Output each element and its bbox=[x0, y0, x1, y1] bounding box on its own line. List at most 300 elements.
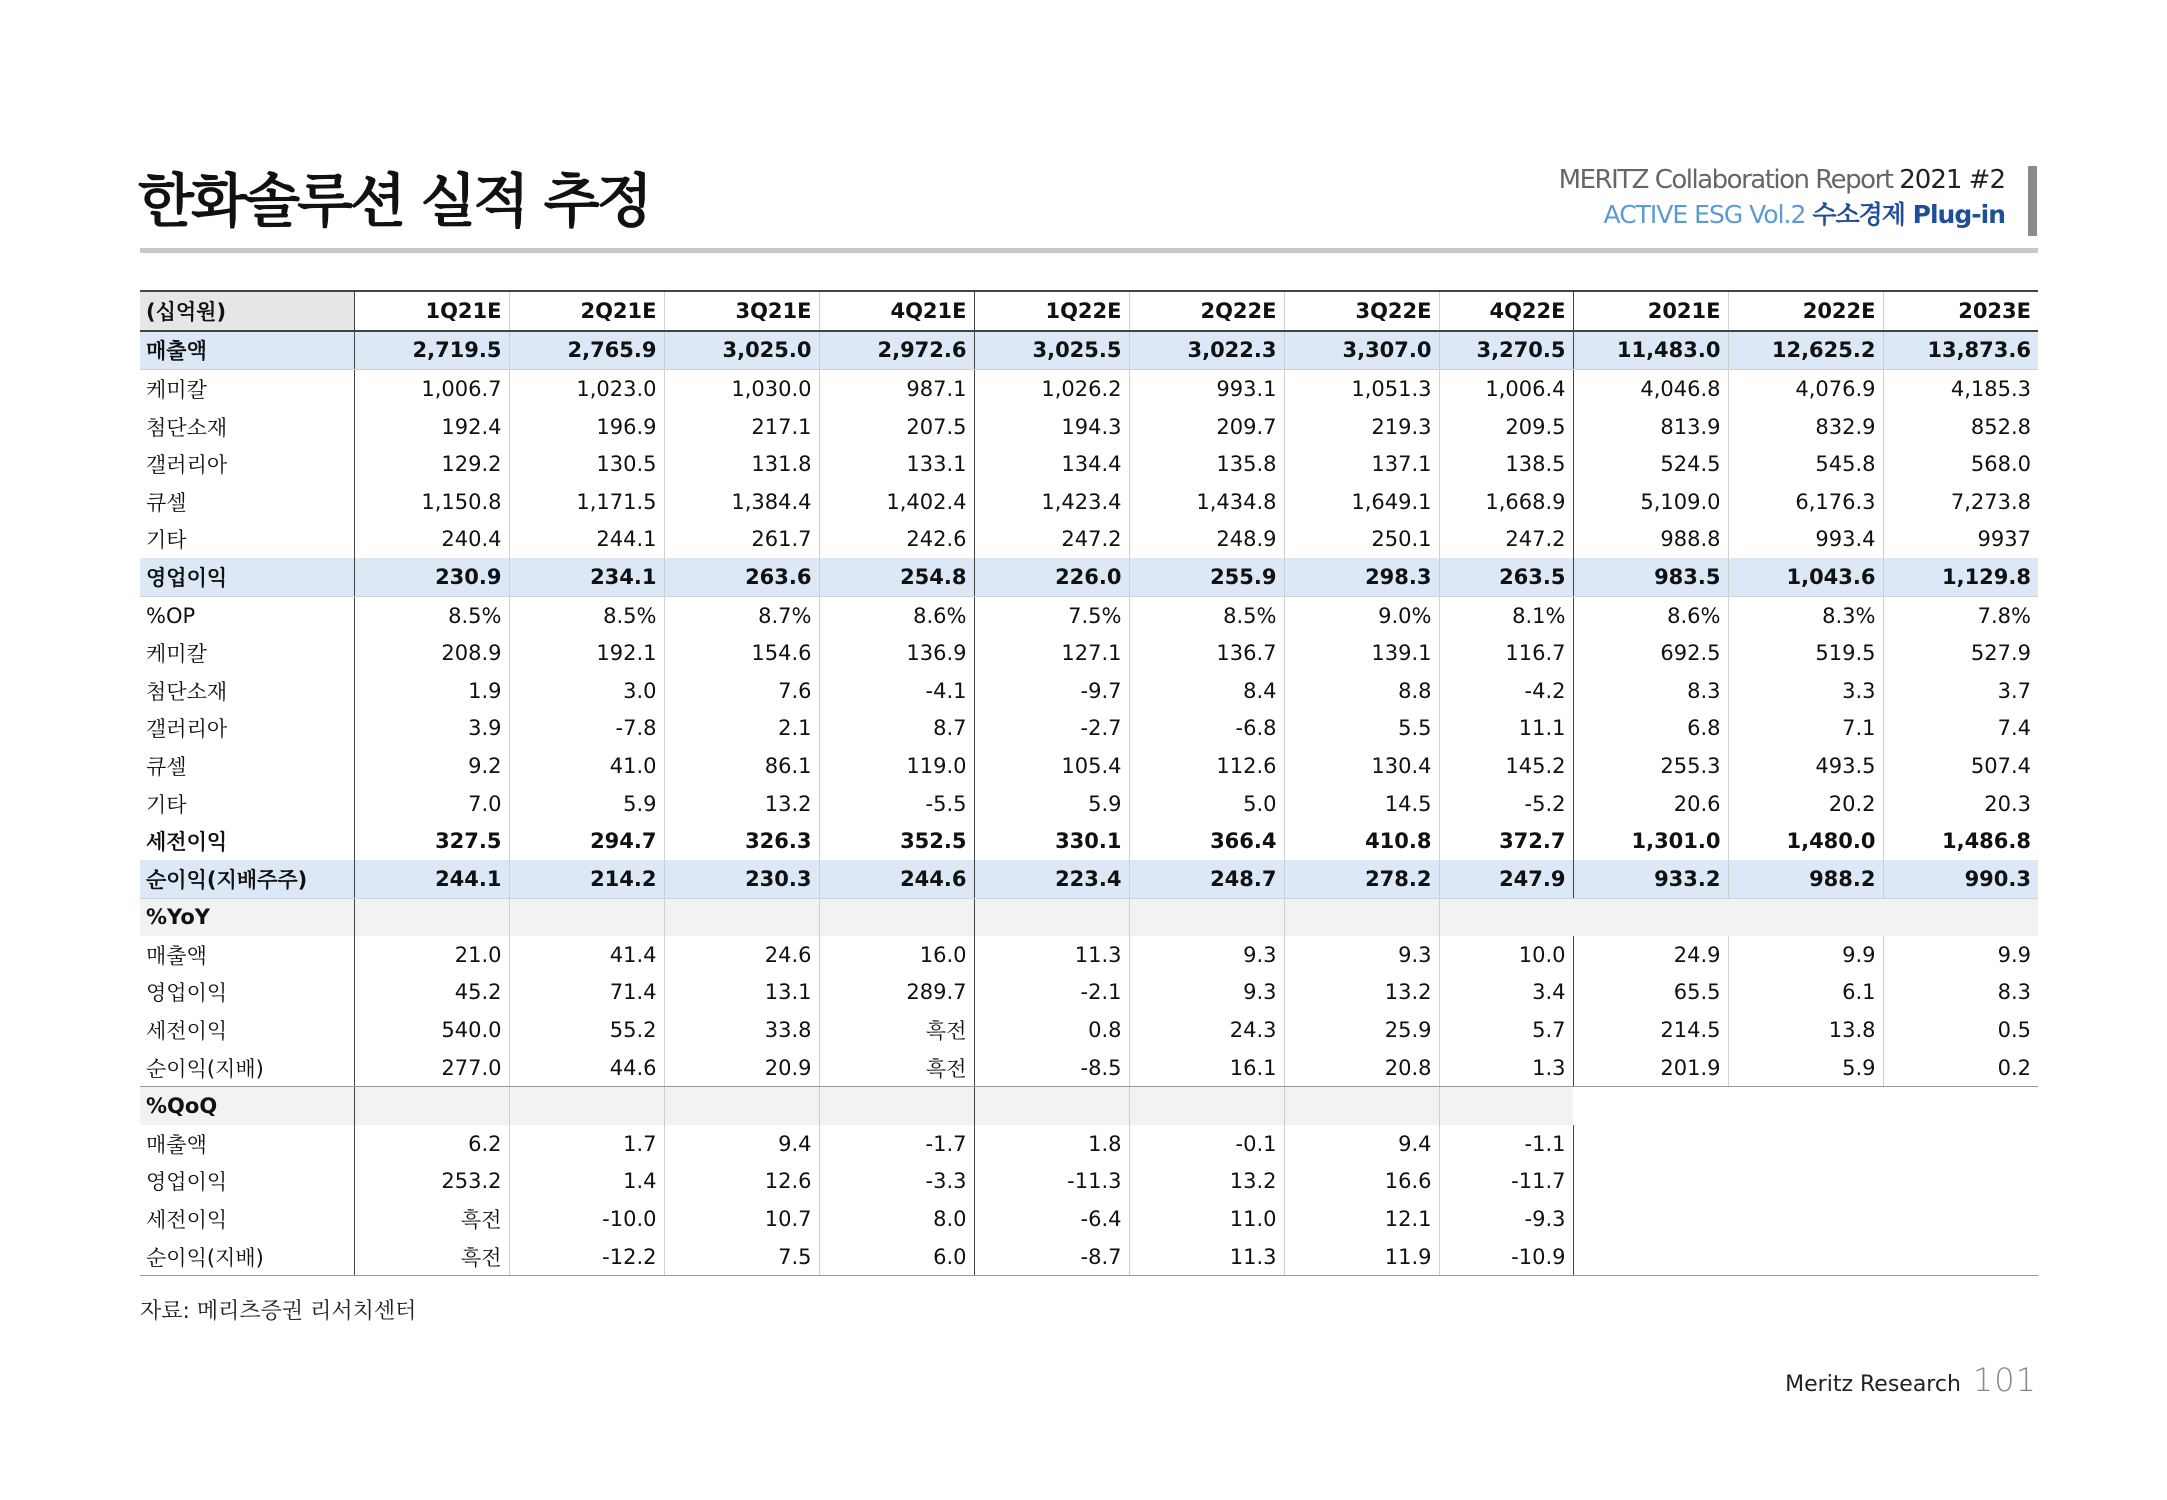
table-cell: 136.9 bbox=[819, 634, 974, 672]
table-cell: 134.4 bbox=[974, 445, 1129, 483]
table-cell: -8.5 bbox=[974, 1049, 1129, 1087]
table-cell: 568.0 bbox=[1883, 445, 2038, 483]
table-cell: 8.0 bbox=[819, 1200, 974, 1238]
table-cell: 7.5% bbox=[974, 596, 1129, 634]
page-footer bbox=[1785, 1361, 2037, 1399]
table-cell: 2,765.9 bbox=[509, 331, 664, 370]
table-cell: 4,046.8 bbox=[1573, 370, 1728, 408]
table-cell: 248.7 bbox=[1129, 860, 1284, 898]
table-row bbox=[140, 331, 2038, 370]
table-cell: 813.9 bbox=[1573, 408, 1728, 446]
table-cell: 0.8 bbox=[974, 1011, 1129, 1049]
table-cell: 8.7% bbox=[664, 596, 819, 634]
table-cell: -7.8 bbox=[509, 710, 664, 748]
table-cell: 154.6 bbox=[664, 634, 819, 672]
table-cell: 8.3 bbox=[1883, 974, 2038, 1012]
table-cell: 2.1 bbox=[664, 710, 819, 748]
table-row bbox=[140, 370, 2038, 408]
table-cell: 242.6 bbox=[819, 521, 974, 559]
table-cell: 14.5 bbox=[1284, 785, 1439, 823]
table-cell: 9.9 bbox=[1883, 936, 2038, 974]
table-cell: 16.6 bbox=[1284, 1163, 1439, 1201]
table-cell: 261.7 bbox=[664, 521, 819, 559]
row-label: 케미칼 bbox=[146, 642, 207, 667]
empty-cell bbox=[1284, 898, 1439, 936]
row-label: %OP bbox=[146, 603, 196, 628]
table-row bbox=[140, 747, 2038, 785]
table-cell: 493.5 bbox=[1728, 747, 1883, 785]
column-header: 1Q21E bbox=[354, 291, 509, 331]
table-cell: 13.2 bbox=[1284, 974, 1439, 1012]
table-cell: 1.9 bbox=[354, 672, 509, 710]
empty-cell bbox=[1883, 1200, 2038, 1238]
table-cell: 9.9 bbox=[1728, 936, 1883, 974]
table-cell: 852.8 bbox=[1883, 408, 2038, 446]
table-cell: 192.1 bbox=[509, 634, 664, 672]
table-cell: 209.5 bbox=[1439, 408, 1573, 446]
empty-cell bbox=[1728, 1125, 1883, 1163]
column-header: 2022E bbox=[1728, 291, 1883, 331]
table-cell: -8.7 bbox=[974, 1238, 1129, 1276]
table-cell: 6.8 bbox=[1573, 710, 1728, 748]
table-cell: 253.2 bbox=[354, 1163, 509, 1201]
report-brand: MERITZ Collaboration Report bbox=[1558, 165, 1893, 195]
table-cell: -5.2 bbox=[1439, 785, 1573, 823]
table-row bbox=[140, 672, 2038, 710]
table-cell: 20.3 bbox=[1883, 785, 2038, 823]
table-cell: 3.7 bbox=[1883, 672, 2038, 710]
table-cell: 255.9 bbox=[1129, 558, 1284, 596]
empty-cell bbox=[509, 1087, 664, 1125]
table-cell: 263.5 bbox=[1439, 558, 1573, 596]
row-label: 순이익(지배) bbox=[140, 1238, 354, 1276]
table-cell: 524.5 bbox=[1573, 445, 1728, 483]
table-cell: 2,972.6 bbox=[819, 331, 974, 370]
column-header: 3Q22E bbox=[1284, 291, 1439, 331]
table-cell: 129.2 bbox=[354, 445, 509, 483]
table-cell: 41.0 bbox=[509, 747, 664, 785]
table-cell: 410.8 bbox=[1284, 822, 1439, 860]
table-cell: 138.5 bbox=[1439, 445, 1573, 483]
table-cell: 105.4 bbox=[974, 747, 1129, 785]
table-cell: 7.6 bbox=[664, 672, 819, 710]
table-cell: 24.3 bbox=[1129, 1011, 1284, 1049]
table-cell: 692.5 bbox=[1573, 634, 1728, 672]
table-cell: 12,625.2 bbox=[1728, 331, 1883, 370]
table-cell: 8.1% bbox=[1439, 596, 1573, 634]
table-cell: 196.9 bbox=[509, 408, 664, 446]
table-cell: 8.5% bbox=[509, 596, 664, 634]
table-cell: 993.1 bbox=[1129, 370, 1284, 408]
table-row bbox=[140, 634, 2038, 672]
table-cell: 4,185.3 bbox=[1883, 370, 2038, 408]
empty-cell bbox=[1573, 1200, 1728, 1238]
table-cell: 8.8 bbox=[1284, 672, 1439, 710]
table-cell: -3.3 bbox=[819, 1163, 974, 1201]
table-cell: 208.9 bbox=[354, 634, 509, 672]
table-cell: 247.2 bbox=[974, 521, 1129, 559]
table-cell: 5.9 bbox=[974, 785, 1129, 823]
table-cell: 988.2 bbox=[1728, 860, 1883, 898]
table-cell: 6.0 bbox=[819, 1238, 974, 1276]
table-cell: 214.2 bbox=[509, 860, 664, 898]
table-cell: 1,129.8 bbox=[1883, 558, 2038, 596]
table-cell: 9.3 bbox=[1129, 936, 1284, 974]
table-cell: 5.9 bbox=[1728, 1049, 1883, 1087]
table-cell: 13.8 bbox=[1728, 1011, 1883, 1049]
table-cell: 230.3 bbox=[664, 860, 819, 898]
row-label: 기타 bbox=[146, 792, 187, 817]
table-cell: 983.5 bbox=[1573, 558, 1728, 596]
page-number: 101 bbox=[1972, 1361, 2037, 1399]
table-cell: 244.6 bbox=[819, 860, 974, 898]
row-label: %YoY bbox=[140, 898, 354, 936]
empty-cell bbox=[974, 1087, 1129, 1125]
table-cell: 234.1 bbox=[509, 558, 664, 596]
table-row bbox=[140, 1011, 2038, 1049]
table-cell: 흑전 bbox=[819, 1049, 974, 1087]
table-cell: 71.4 bbox=[509, 974, 664, 1012]
table-cell: 0.2 bbox=[1883, 1049, 2038, 1087]
footer-brand: Meritz Research bbox=[1785, 1372, 1961, 1397]
table-cell: 133.1 bbox=[819, 445, 974, 483]
table-cell: 7.5 bbox=[664, 1238, 819, 1276]
table-cell: 519.5 bbox=[1728, 634, 1883, 672]
table-cell: 7.4 bbox=[1883, 710, 2038, 748]
table-row bbox=[140, 408, 2038, 446]
table-cell: 247.2 bbox=[1439, 521, 1573, 559]
empty-cell bbox=[1883, 1087, 2038, 1125]
table-cell: 289.7 bbox=[819, 974, 974, 1012]
table-row bbox=[140, 558, 2038, 596]
table-cell: -9.3 bbox=[1439, 1200, 1573, 1238]
table-cell: 1,668.9 bbox=[1439, 483, 1573, 521]
empty-cell bbox=[1439, 1087, 1573, 1125]
table-cell: 244.1 bbox=[509, 521, 664, 559]
table-cell: 7,273.8 bbox=[1883, 483, 2038, 521]
table-cell: -5.5 bbox=[819, 785, 974, 823]
table-cell: 527.9 bbox=[1883, 634, 2038, 672]
row-label: 기타 bbox=[146, 528, 187, 553]
earnings-estimate-table bbox=[140, 290, 2038, 1276]
row-label: 갤러리아 bbox=[146, 453, 228, 478]
table-cell: -11.7 bbox=[1439, 1163, 1573, 1201]
empty-cell bbox=[1728, 1087, 1883, 1125]
table-cell: 254.8 bbox=[819, 558, 974, 596]
table-cell: 3,270.5 bbox=[1439, 331, 1573, 370]
table-cell: -1.7 bbox=[819, 1125, 974, 1163]
table-cell: 6.2 bbox=[354, 1125, 509, 1163]
table-cell: 248.9 bbox=[1129, 521, 1284, 559]
table-cell: 5.7 bbox=[1439, 1011, 1573, 1049]
table-cell: 24.9 bbox=[1573, 936, 1728, 974]
table-cell: -2.1 bbox=[974, 974, 1129, 1012]
empty-cell bbox=[1439, 898, 1573, 936]
table-row bbox=[140, 596, 2038, 634]
table-row bbox=[140, 974, 2038, 1012]
table-cell: 145.2 bbox=[1439, 747, 1573, 785]
table-cell: 13.2 bbox=[664, 785, 819, 823]
source-note: 자료: 메리츠증권 리서치센터 bbox=[140, 1299, 417, 1324]
empty-cell bbox=[1573, 898, 1728, 936]
table-cell: 7.8% bbox=[1883, 596, 2038, 634]
report-subtitle: 수소경제 Plug-in bbox=[1812, 200, 2005, 229]
table-cell: 137.1 bbox=[1284, 445, 1439, 483]
table-cell: 112.6 bbox=[1129, 747, 1284, 785]
table-cell: 3,307.0 bbox=[1284, 331, 1439, 370]
empty-cell bbox=[1728, 1200, 1883, 1238]
table-cell: 5.5 bbox=[1284, 710, 1439, 748]
table-cell: 247.9 bbox=[1439, 860, 1573, 898]
table-cell: 8.3 bbox=[1573, 672, 1728, 710]
table-cell: 11.3 bbox=[974, 936, 1129, 974]
row-label: 매출액 bbox=[146, 943, 207, 968]
empty-cell bbox=[1573, 1125, 1728, 1163]
table-cell: 7.0 bbox=[354, 785, 509, 823]
table-row bbox=[140, 785, 2038, 823]
row-label: %QoQ bbox=[140, 1087, 354, 1125]
table-cell: 9.2 bbox=[354, 747, 509, 785]
unit-label: (십억원) bbox=[140, 291, 354, 331]
empty-cell bbox=[354, 898, 509, 936]
table-cell: 24.6 bbox=[664, 936, 819, 974]
table-row bbox=[140, 822, 2038, 860]
table-cell: 1,301.0 bbox=[1573, 822, 1728, 860]
table-cell: 230.9 bbox=[354, 558, 509, 596]
table-cell: 192.4 bbox=[354, 408, 509, 446]
table-cell: -1.1 bbox=[1439, 1125, 1573, 1163]
table-cell: 흑전 bbox=[354, 1200, 509, 1238]
table-cell: 278.2 bbox=[1284, 860, 1439, 898]
table-cell: 207.5 bbox=[819, 408, 974, 446]
report-number: 2021 #2 bbox=[1899, 165, 2005, 195]
table-cell: 3.4 bbox=[1439, 974, 1573, 1012]
table-cell: 545.8 bbox=[1728, 445, 1883, 483]
table-cell: 1,051.3 bbox=[1284, 370, 1439, 408]
row-label: 세전이익 bbox=[146, 1208, 228, 1233]
row-label: 큐셀 bbox=[146, 754, 187, 779]
table-cell: 1,150.8 bbox=[354, 483, 509, 521]
table-row bbox=[140, 1125, 2038, 1163]
table-cell: 219.3 bbox=[1284, 408, 1439, 446]
table-cell: 10.0 bbox=[1439, 936, 1573, 974]
table-cell: 20.2 bbox=[1728, 785, 1883, 823]
empty-cell bbox=[1129, 898, 1284, 936]
table-cell: 130.4 bbox=[1284, 747, 1439, 785]
table-cell: 139.1 bbox=[1284, 634, 1439, 672]
table-cell: 0.5 bbox=[1883, 1011, 2038, 1049]
table-cell: 244.1 bbox=[354, 860, 509, 898]
table-cell: 9.4 bbox=[1284, 1125, 1439, 1163]
row-label: 매출액 bbox=[140, 331, 354, 370]
table-cell: 209.7 bbox=[1129, 408, 1284, 446]
empty-cell bbox=[819, 898, 974, 936]
table-cell: 13.2 bbox=[1129, 1163, 1284, 1201]
table-header-row bbox=[140, 291, 2038, 331]
report-header bbox=[1559, 163, 2005, 233]
table-cell: 11.9 bbox=[1284, 1238, 1439, 1276]
row-label: 매출액 bbox=[146, 1132, 207, 1157]
table-cell: 12.6 bbox=[664, 1163, 819, 1201]
table-cell: 흑전 bbox=[354, 1238, 509, 1276]
table-cell: 8.6% bbox=[819, 596, 974, 634]
empty-cell bbox=[509, 898, 664, 936]
table-cell: 21.0 bbox=[354, 936, 509, 974]
empty-cell bbox=[1728, 898, 1883, 936]
table-cell: 1.8 bbox=[974, 1125, 1129, 1163]
table-cell: 3.3 bbox=[1728, 672, 1883, 710]
table-cell: 9.0% bbox=[1284, 596, 1439, 634]
row-label: 갤러리아 bbox=[146, 717, 228, 742]
table-cell: 11.1 bbox=[1439, 710, 1573, 748]
row-label: 첨단소재 bbox=[146, 415, 228, 440]
table-cell: 13.1 bbox=[664, 974, 819, 1012]
table-cell: 832.9 bbox=[1728, 408, 1883, 446]
table-cell: 16.0 bbox=[819, 936, 974, 974]
row-label: 순이익(지배) bbox=[140, 1049, 354, 1087]
table-cell: 11,483.0 bbox=[1573, 331, 1728, 370]
table-row bbox=[140, 521, 2038, 559]
empty-cell bbox=[354, 1087, 509, 1125]
row-label: 영업이익 bbox=[146, 981, 228, 1006]
table-cell: 6.1 bbox=[1728, 974, 1883, 1012]
table-cell: 20.9 bbox=[664, 1049, 819, 1087]
table-cell: 1,434.8 bbox=[1129, 483, 1284, 521]
table-cell: -4.2 bbox=[1439, 672, 1573, 710]
column-header: 4Q22E bbox=[1439, 291, 1573, 331]
empty-cell bbox=[1728, 1163, 1883, 1201]
table-cell: 13,873.6 bbox=[1883, 331, 2038, 370]
table-cell: 540.0 bbox=[354, 1011, 509, 1049]
table-cell: -2.7 bbox=[974, 710, 1129, 748]
table-row bbox=[140, 898, 2038, 936]
table-row bbox=[140, 1238, 2038, 1276]
column-header: 2021E bbox=[1573, 291, 1728, 331]
table-cell: 127.1 bbox=[974, 634, 1129, 672]
table-cell: 8.5% bbox=[1129, 596, 1284, 634]
table-cell: 16.1 bbox=[1129, 1049, 1284, 1087]
table-cell: 194.3 bbox=[974, 408, 1129, 446]
table-cell: 12.1 bbox=[1284, 1200, 1439, 1238]
table-cell: 65.5 bbox=[1573, 974, 1728, 1012]
table-cell: 990.3 bbox=[1883, 860, 2038, 898]
table-cell: 1,023.0 bbox=[509, 370, 664, 408]
table-cell: 217.1 bbox=[664, 408, 819, 446]
table-row bbox=[140, 710, 2038, 748]
table-cell: 130.5 bbox=[509, 445, 664, 483]
empty-cell bbox=[974, 898, 1129, 936]
table-cell: 4,076.9 bbox=[1728, 370, 1883, 408]
table-cell: 20.8 bbox=[1284, 1049, 1439, 1087]
table-cell: 1,402.4 bbox=[819, 483, 974, 521]
table-cell: 41.4 bbox=[509, 936, 664, 974]
table-cell: 8.6% bbox=[1573, 596, 1728, 634]
table-cell: 9.3 bbox=[1284, 936, 1439, 974]
table-cell: 240.4 bbox=[354, 521, 509, 559]
table-cell: 987.1 bbox=[819, 370, 974, 408]
column-header: 2023E bbox=[1883, 291, 2038, 331]
row-label: 영업이익 bbox=[146, 1170, 228, 1195]
table-cell: 33.8 bbox=[664, 1011, 819, 1049]
table-cell: 201.9 bbox=[1573, 1049, 1728, 1087]
empty-cell bbox=[1883, 1125, 2038, 1163]
column-header: 1Q22E bbox=[974, 291, 1129, 331]
empty-cell bbox=[1883, 1238, 2038, 1276]
empty-cell bbox=[1129, 1087, 1284, 1125]
table-cell: 45.2 bbox=[354, 974, 509, 1012]
column-header: 2Q21E bbox=[509, 291, 664, 331]
table-row bbox=[140, 445, 2038, 483]
table-cell: 3,025.5 bbox=[974, 331, 1129, 370]
table-row bbox=[140, 1049, 2038, 1087]
table-cell: 1.4 bbox=[509, 1163, 664, 1201]
table-cell: 1,171.5 bbox=[509, 483, 664, 521]
table-cell: 1,030.0 bbox=[664, 370, 819, 408]
table-cell: -4.1 bbox=[819, 672, 974, 710]
report-accent-bar bbox=[2028, 166, 2037, 236]
table-cell: 263.6 bbox=[664, 558, 819, 596]
table-cell: 294.7 bbox=[509, 822, 664, 860]
row-label: 영업이익 bbox=[140, 558, 354, 596]
row-label: 순이익(지배주주) bbox=[140, 860, 354, 898]
report-series: ACTIVE ESG Vol.2 bbox=[1603, 200, 1806, 229]
table-cell: 1,423.4 bbox=[974, 483, 1129, 521]
empty-cell bbox=[664, 1087, 819, 1125]
table-cell: 1.7 bbox=[509, 1125, 664, 1163]
table-cell: -6.4 bbox=[974, 1200, 1129, 1238]
empty-cell bbox=[1573, 1163, 1728, 1201]
table-cell: 3,022.3 bbox=[1129, 331, 1284, 370]
table-cell: 250.1 bbox=[1284, 521, 1439, 559]
empty-cell bbox=[1284, 1087, 1439, 1125]
table-cell: 86.1 bbox=[664, 747, 819, 785]
table-row bbox=[140, 860, 2038, 898]
empty-cell bbox=[1883, 898, 2038, 936]
empty-cell bbox=[1728, 1238, 1883, 1276]
page-title: 한화솔루션 실적 추정 bbox=[138, 167, 650, 235]
table-cell: 11.3 bbox=[1129, 1238, 1284, 1276]
table-cell: 3,025.0 bbox=[664, 331, 819, 370]
table-cell: 933.2 bbox=[1573, 860, 1728, 898]
table-cell: 1,480.0 bbox=[1728, 822, 1883, 860]
table-cell: 372.7 bbox=[1439, 822, 1573, 860]
table-cell: 131.8 bbox=[664, 445, 819, 483]
table-cell: 8.7 bbox=[819, 710, 974, 748]
table-cell: 223.4 bbox=[974, 860, 1129, 898]
table-cell: -6.8 bbox=[1129, 710, 1284, 748]
table-cell: 5,109.0 bbox=[1573, 483, 1728, 521]
table-cell: 11.0 bbox=[1129, 1200, 1284, 1238]
table-row bbox=[140, 936, 2038, 974]
table-cell: -12.2 bbox=[509, 1238, 664, 1276]
title-divider bbox=[140, 248, 2038, 253]
table-cell: 3.9 bbox=[354, 710, 509, 748]
row-label: 케미칼 bbox=[146, 377, 207, 402]
table-row bbox=[140, 1087, 2038, 1125]
table-cell: -0.1 bbox=[1129, 1125, 1284, 1163]
table-cell: 1,649.1 bbox=[1284, 483, 1439, 521]
empty-cell bbox=[664, 898, 819, 936]
table-cell: 흑전 bbox=[819, 1011, 974, 1049]
table-cell: -10.0 bbox=[509, 1200, 664, 1238]
table-cell: 226.0 bbox=[974, 558, 1129, 596]
table-cell: 10.7 bbox=[664, 1200, 819, 1238]
table-cell: 255.3 bbox=[1573, 747, 1728, 785]
table-row bbox=[140, 1200, 2038, 1238]
table-cell: 507.4 bbox=[1883, 747, 2038, 785]
table-cell: 1.3 bbox=[1439, 1049, 1573, 1087]
table-cell: 55.2 bbox=[509, 1011, 664, 1049]
